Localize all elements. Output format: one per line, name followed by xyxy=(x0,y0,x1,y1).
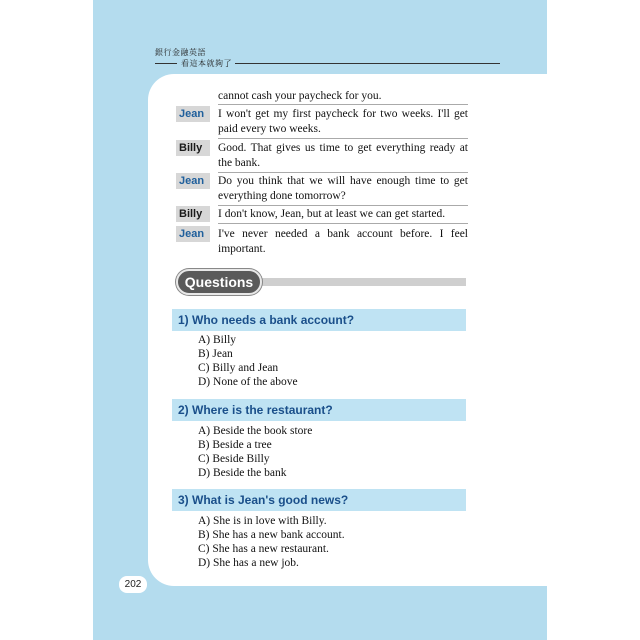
speaker-label: Jean xyxy=(176,173,210,189)
speaker-label: Billy xyxy=(176,206,210,222)
book-header xyxy=(155,47,500,71)
dialogue-text: I've never needed a bank account before. I feel important. xyxy=(218,228,468,255)
answer-option: C) Beside Billy xyxy=(198,453,270,465)
answer-option: A) Billy xyxy=(198,334,237,346)
answer-options xyxy=(198,424,458,480)
book-title-line2: 看這本就夠了 xyxy=(181,59,232,68)
page-number: 202 xyxy=(119,576,147,593)
speaker-label: Jean xyxy=(176,226,210,242)
answer-option: D) Beside the bank xyxy=(198,467,287,479)
dialogue-text: I don't know, Jean, but at least we can get started. xyxy=(218,208,446,220)
answer-option: A) She is in love with Billy. xyxy=(198,515,327,527)
answer-options xyxy=(198,333,458,389)
dialogue-separator xyxy=(218,223,468,224)
question-heading xyxy=(172,399,466,421)
answer-option: A) Beside the book store xyxy=(198,425,313,437)
book-title-line1: 銀行金融英語 xyxy=(155,48,206,57)
dialogue-text: Do you think that we will have enough time to get everything done tomorrow? xyxy=(218,175,468,202)
answer-option: C) She has a new restaurant. xyxy=(198,543,329,555)
dialogue-separator xyxy=(218,138,468,139)
question-title: 3) What is Jean's good news? xyxy=(178,493,349,507)
dialogue-separator xyxy=(218,104,468,105)
dialogue-text: Good. That gives us time to get everything ready at the bank. xyxy=(218,142,468,169)
speaker-label: Jean xyxy=(176,106,210,122)
section-rule xyxy=(258,278,466,286)
answer-option: C) Billy and Jean xyxy=(198,362,279,374)
question-heading xyxy=(172,489,466,511)
answer-option: D) None of the above xyxy=(198,376,298,388)
answer-option: B) Beside a tree xyxy=(198,439,272,451)
answer-option: D) She has a new job. xyxy=(198,557,299,569)
dialogue-separator xyxy=(218,205,468,206)
question-title: 2) Where is the restaurant? xyxy=(178,403,333,417)
speaker-label: Billy xyxy=(176,140,210,156)
questions-heading xyxy=(176,269,262,295)
dialogue-text: cannot cash your paycheck for you. xyxy=(218,90,382,102)
section-title: Questions xyxy=(184,274,254,290)
question-title: 1) Who needs a bank account? xyxy=(178,313,355,327)
question-heading xyxy=(172,309,466,331)
header-rule xyxy=(155,63,177,64)
answer-option: B) She has a new bank account. xyxy=(198,529,345,541)
dialogue-text: I won't get my first paycheck for two weeks. I'll get paid every two weeks. xyxy=(218,108,468,135)
answer-option: B) Jean xyxy=(198,348,233,360)
answer-options xyxy=(198,514,458,570)
header-rule xyxy=(235,63,500,64)
dialogue-separator xyxy=(218,172,468,173)
